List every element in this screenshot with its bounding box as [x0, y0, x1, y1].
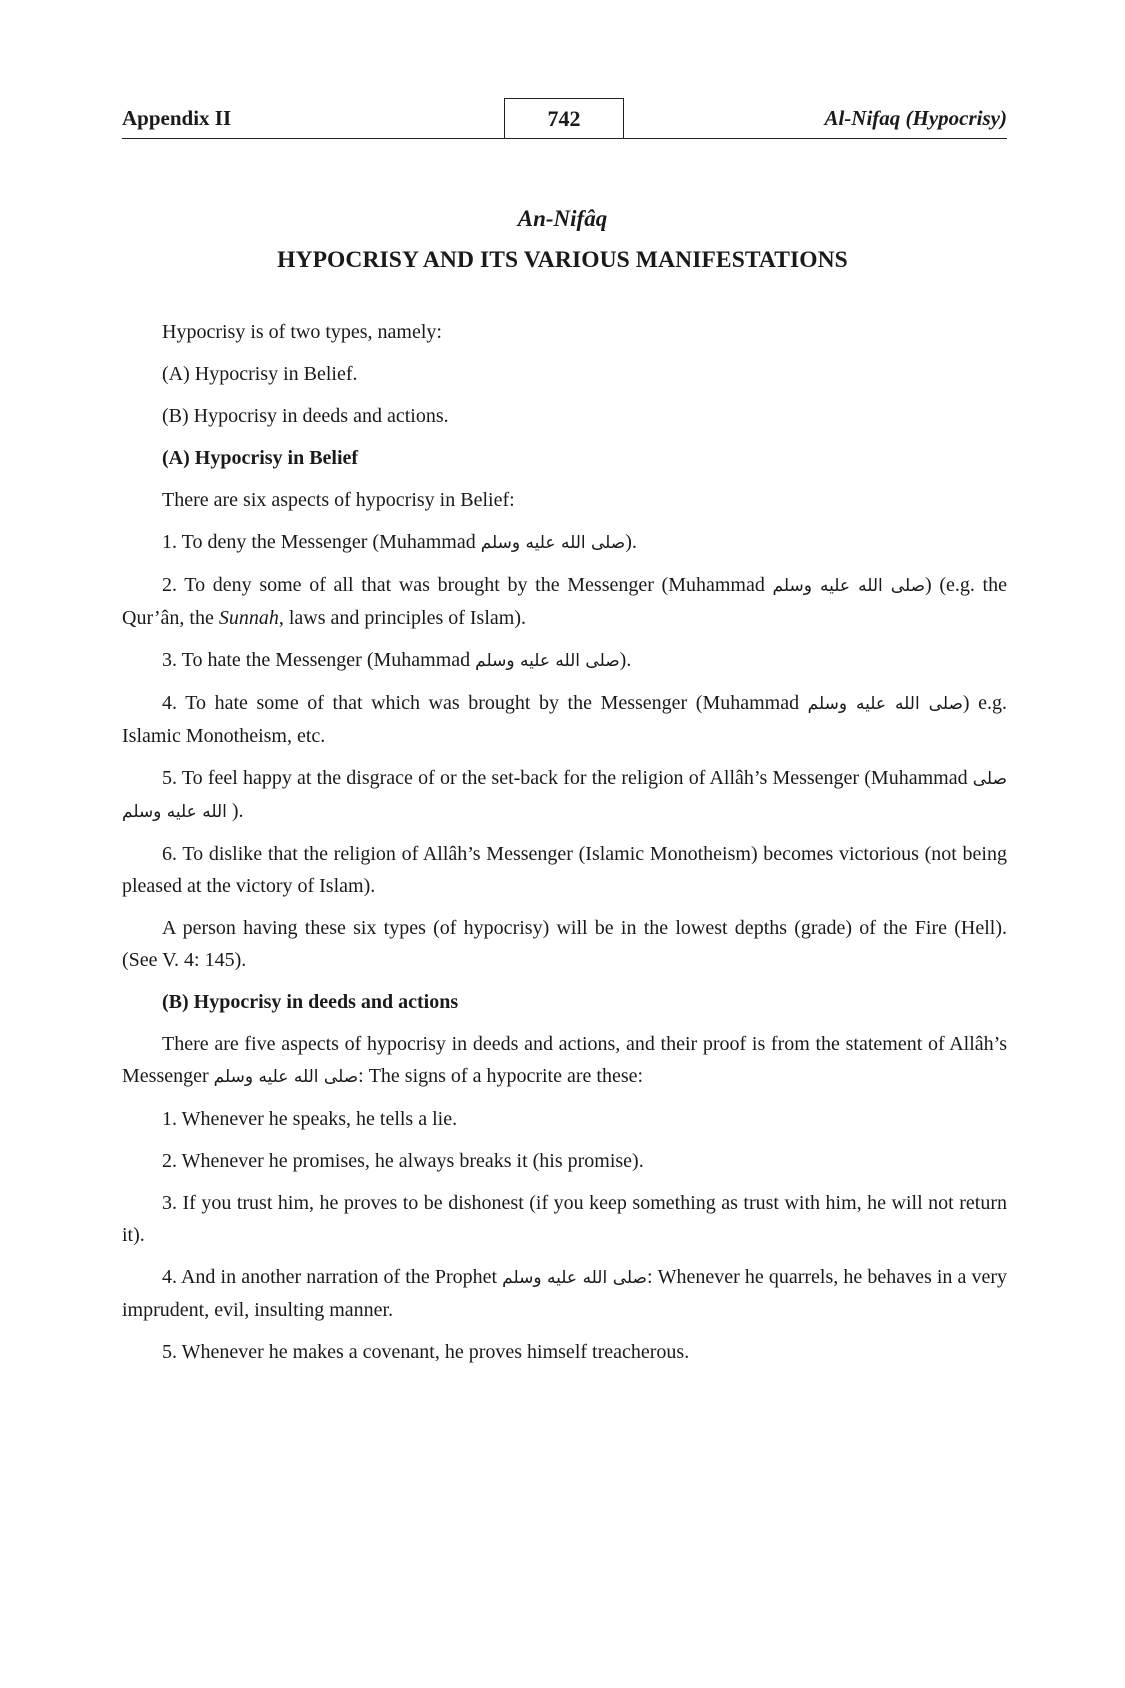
deeds-item-4 [122, 1261, 1007, 1326]
section-a-heading: (A) Hypocrisy in Belief [162, 447, 359, 469]
section-b-intro-text: There are five aspects of hypocrisy in deeds and actions, and their proof is from the statement of Allâh’s Messenger [122, 1033, 1007, 1087]
section-b-intro [122, 1028, 1007, 1093]
header-chapter-title: Al-Nifaq (Hypocrisy) [824, 106, 1007, 130]
section-a-summary: A person having these six types (of hypocrisy) will be in the lowest depths (grade) of the Fire (Hell). (See V. 4: 145). [122, 917, 1007, 971]
arabic-salutation: صلى الله عليه وسلم [213, 1067, 359, 1087]
deeds-item-4-text: 4. And in another narration of the Prophet [162, 1266, 503, 1288]
belief-item-5 [122, 762, 1007, 828]
belief-item-2-mid: ) (e.g. the Qur’ân, the [122, 574, 1007, 629]
belief-item-4-text: 4. To hate some of that which was brought by the Messenger (Muhammad [162, 692, 808, 714]
intro-type-b: (B) Hypocrisy in deeds and actions. [162, 405, 449, 427]
belief-item-2-text: 2. To deny some of all that was brought by the Messenger (Muhammad [162, 574, 773, 596]
section-b-intro-close: : The signs of a hypocrite are these: [358, 1065, 644, 1087]
arabic-salutation: صلى الله عليه وسلم [475, 651, 620, 671]
header-rule [122, 138, 1007, 139]
arabic-salutation: صلى الله عليه وسلم [480, 533, 626, 553]
intro-line: Hypocrisy is of two types, namely: [162, 321, 442, 343]
running-header [122, 98, 1007, 140]
deeds-item-3: 3. If you trust him, he proves to be dishonest (if you keep something as trust with him, he will not return it). [122, 1192, 1007, 1246]
belief-item-3-close: ). [619, 649, 632, 671]
belief-item-3 [122, 644, 1007, 677]
belief-item-3-text: 3. To hate the Messenger (Muhammad [162, 649, 476, 671]
arabic-salutation: صلى الله عليه وسلم [502, 1268, 647, 1288]
arabic-salutation: صلى الله عليه وسلم [122, 769, 1007, 822]
body-text [122, 316, 1007, 1378]
belief-item-4-close: ) e.g. Islamic Monotheism, etc. [122, 692, 1008, 747]
belief-item-5-text: 5. To feel happy at the disgrace of or the set-back for the religion of Allâh’s Messenger (Muhammad [162, 767, 973, 789]
page-title: HYPOCRISY AND ITS VARIOUS MANIFESTATIONS [277, 247, 848, 273]
deeds-item-1: 1. Whenever he speaks, he tells a lie. [162, 1108, 458, 1130]
deeds-item-2: 2. Whenever he promises, he always breaks it (his promise). [162, 1150, 644, 1172]
header-section-label: Appendix II [122, 106, 232, 130]
belief-item-1-text: 1. To deny the Messenger (Muhammad [162, 531, 481, 553]
belief-item-2-close: , laws and principles of Islam). [278, 607, 526, 629]
belief-item-1 [122, 526, 1007, 559]
belief-item-2 [122, 569, 1007, 634]
belief-item-5-close: ). [226, 800, 244, 822]
belief-item-4 [122, 687, 1007, 752]
belief-item-6: 6. To dislike that the religion of Allâh’s Messenger (Islamic Monotheism) becomes victorious (not being pleased at the victory of Islam). [122, 843, 1007, 897]
deeds-item-4-close: : Whenever he quarrels, he behaves in a very imprudent, evil, insulting manner. [122, 1266, 1008, 1321]
deeds-item-5: 5. Whenever he makes a covenant, he proves himself treacherous. [162, 1341, 690, 1363]
arabic-salutation: صلى الله عليه وسلم [807, 694, 963, 714]
section-b-heading: (B) Hypocrisy in deeds and actions [162, 991, 459, 1013]
belief-item-1-close: ). [625, 531, 637, 553]
title-transliteration: An-Nifâq [517, 206, 608, 231]
page-number: 742 [504, 98, 624, 138]
intro-type-a: (A) Hypocrisy in Belief. [162, 363, 358, 385]
section-a-intro: There are six aspects of hypocrisy in Belief: [162, 489, 515, 511]
arabic-salutation: صلى الله عليه وسلم [772, 576, 926, 596]
belief-item-2-sunnah: Sunnah [218, 607, 279, 629]
